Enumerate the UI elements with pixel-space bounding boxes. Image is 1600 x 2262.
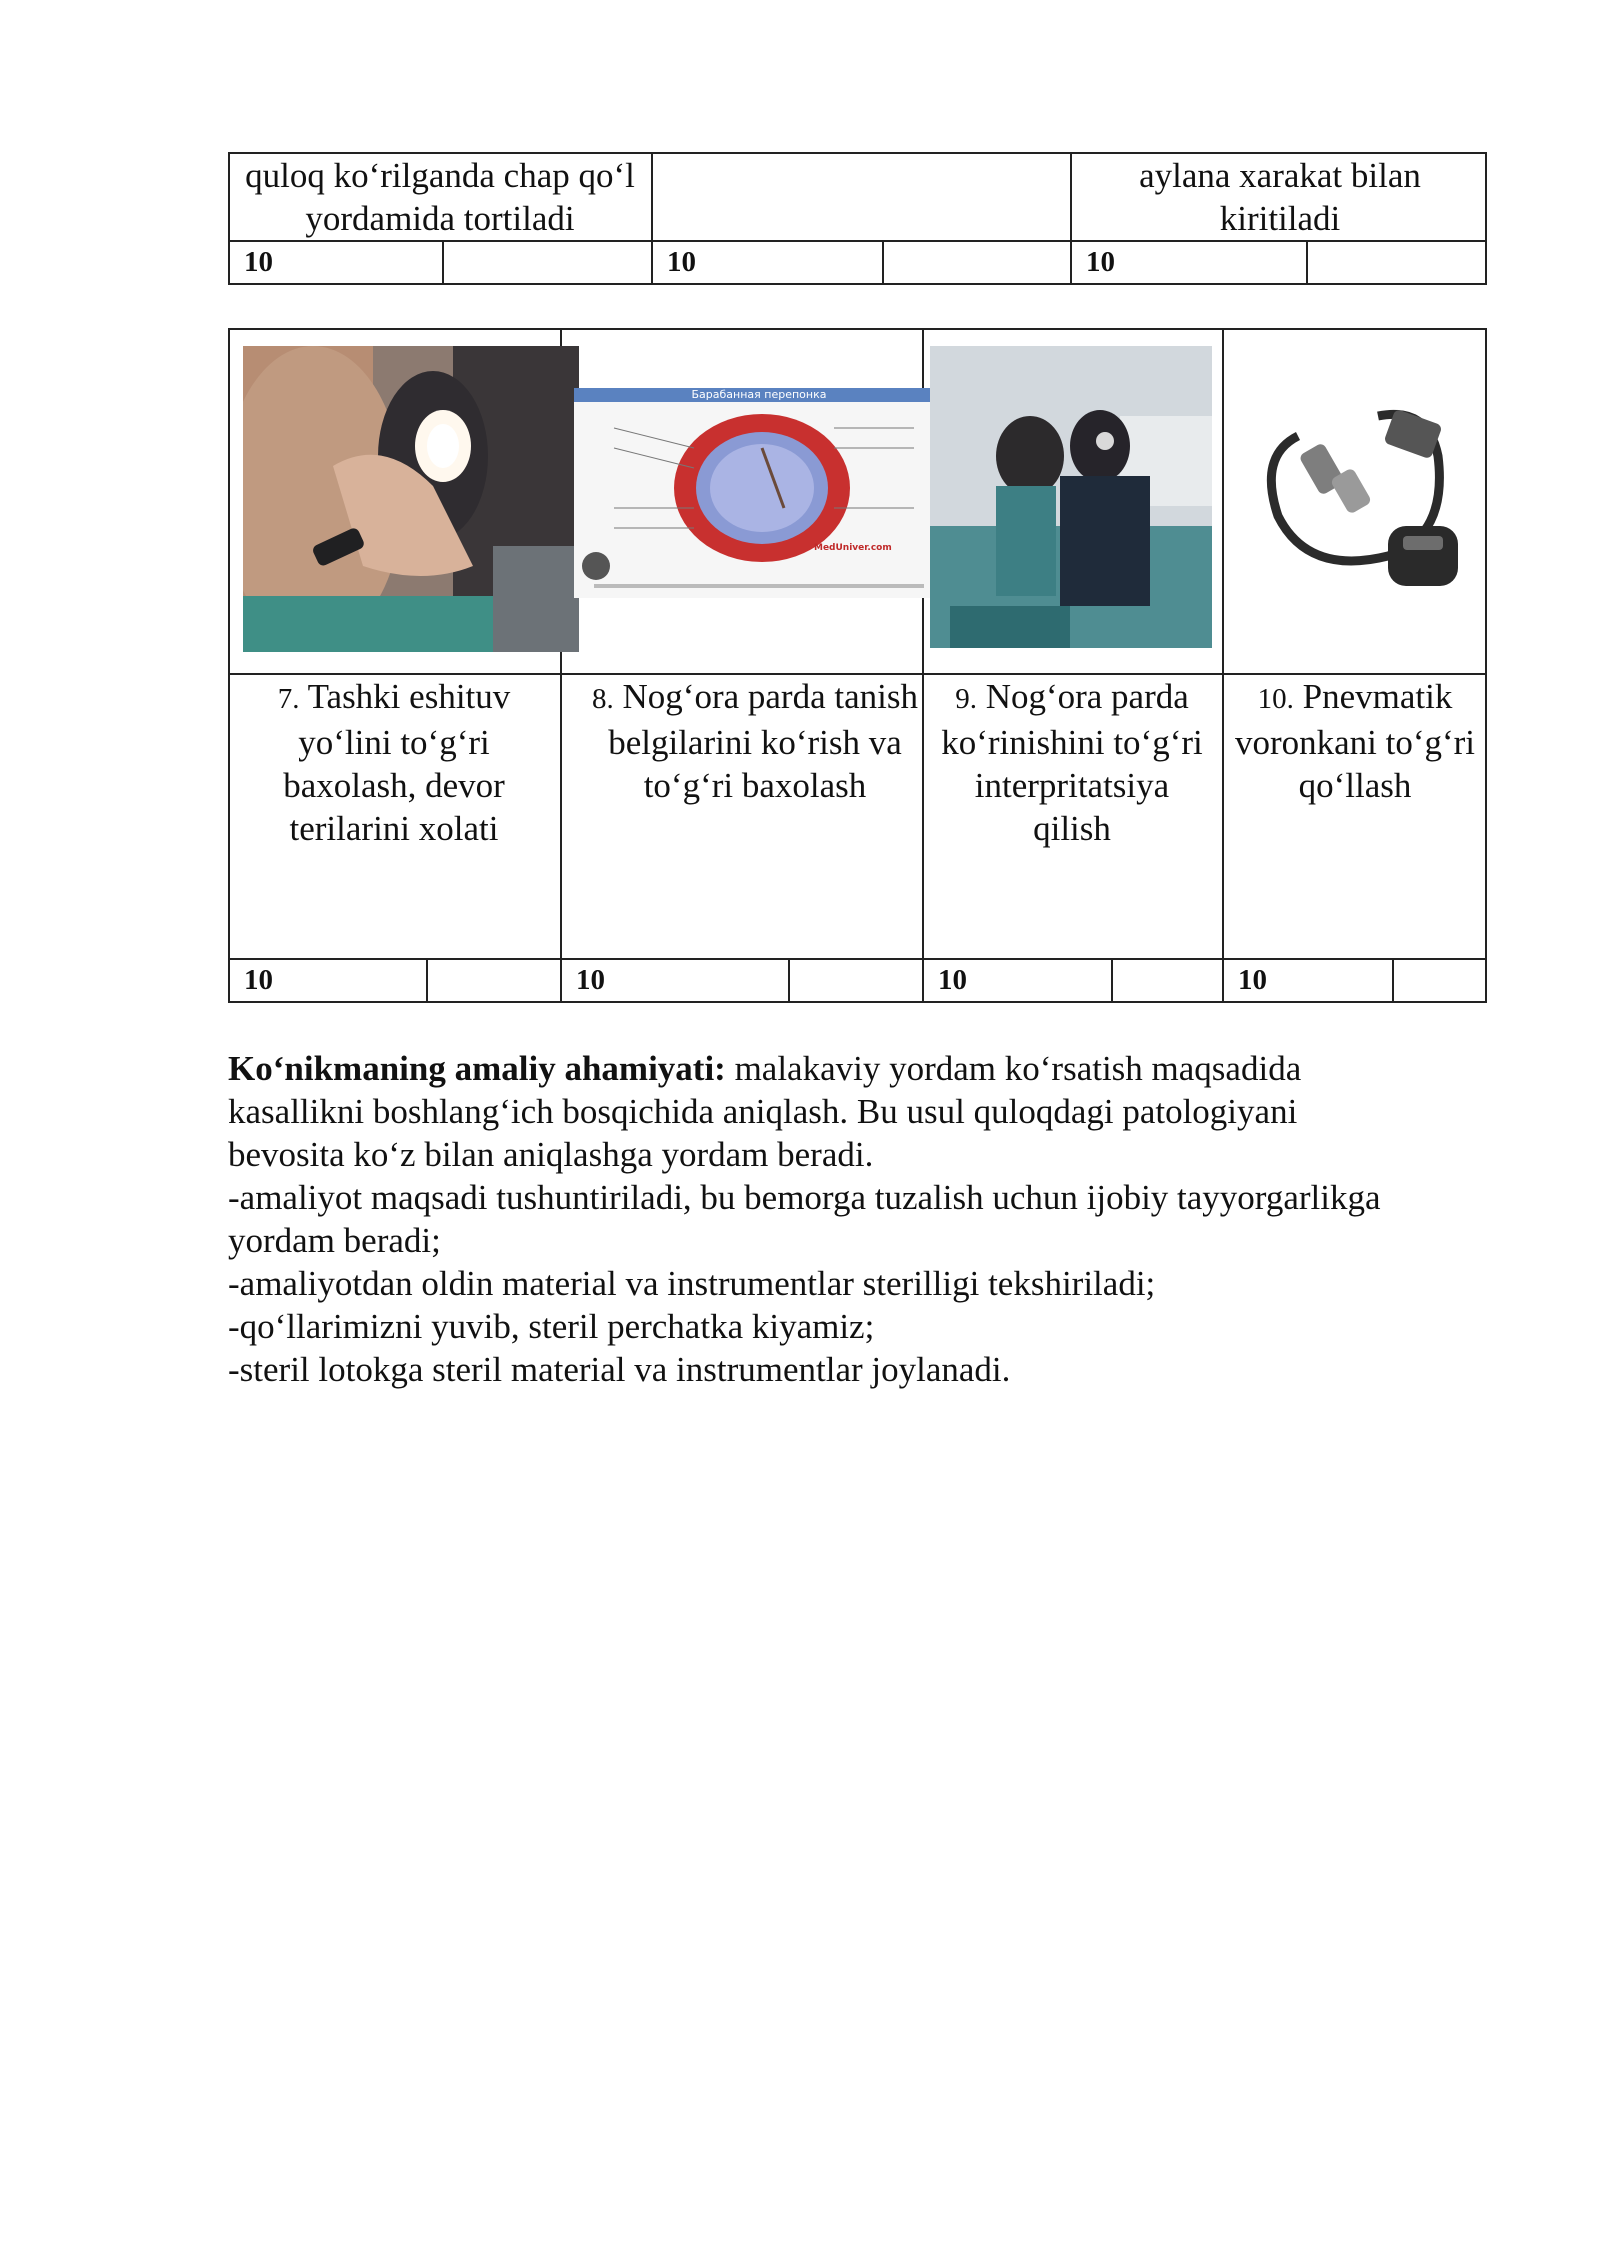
ear-exam-photo <box>243 346 579 652</box>
item-number: 9. <box>955 683 977 715</box>
diagram-title: Барабанная перепонка <box>691 388 827 401</box>
item-number: 8. <box>592 683 614 715</box>
paragraph-text: malakaviy yordam ko‘rsatish maqsadida <box>734 1049 1302 1088</box>
tympanic-membrane-diagram <box>574 388 944 598</box>
pneumatic-otoscope-photo <box>1238 376 1474 616</box>
item-number: 10. <box>1257 683 1294 715</box>
score-value: 10 <box>1086 246 1115 278</box>
score-value: 10 <box>667 246 696 278</box>
score-value: 10 <box>576 964 605 996</box>
score-value: 10 <box>1238 964 1267 996</box>
table-cell-text: aylana xarakat bilan kiritiladi <box>1139 156 1421 238</box>
score-value: 10 <box>938 964 967 996</box>
paragraph-line: kasallikni boshlang‘ich bosqichida aniqlash. Bu usul quloqdagi patologiyani <box>228 1092 1298 1131</box>
item-text: Nog‘ora parda tanish belgilarini ko‘rish va to‘g‘ri baxolash <box>608 677 918 805</box>
paragraph-line <box>228 1047 1478 1090</box>
caption-item-7 <box>240 675 548 850</box>
list-item: -amaliyotdan oldin material va instrumentlar sterilligi tekshiriladi; <box>228 1264 1156 1303</box>
clinic-exam-photo <box>930 346 1212 648</box>
list-item: -amaliyot maqsadi tushuntiriladi, bu bemorga tuzalish uchun ijobiy tayyorgarlikga <box>228 1178 1381 1217</box>
score-value: 10 <box>244 246 273 278</box>
paragraph-line: yordam beradi; <box>228 1221 441 1260</box>
list-item: -qo‘llarimizni yuvib, steril perchatka kiyamiz; <box>228 1307 875 1346</box>
caption-item-8 <box>570 675 940 807</box>
caption-item-9 <box>932 675 1212 850</box>
item-text: Pnevmatik voronkani to‘g‘ri qo‘llash <box>1234 677 1476 805</box>
table-cell-text: quloq ko‘rilganda chap qo‘l yordamida tortiladi <box>245 156 635 238</box>
section-heading: Ko‘nikmaning amaliy ahamiyati: <box>228 1049 726 1088</box>
item-text: Nog‘ora parda ko‘rinishini to‘g‘ri interpritatsiya qilish <box>941 677 1203 848</box>
diagram-logo: MedUniver.com <box>814 543 892 553</box>
paragraph-line: bevosita ko‘z bilan aniqlashga yordam beradi. <box>228 1135 874 1174</box>
score-value: 10 <box>244 964 273 996</box>
item-number: 7. <box>277 683 300 715</box>
list-item: -steril lotokga steril material va instrumentlar joylanadi. <box>228 1350 1011 1389</box>
caption-item-10 <box>1232 675 1478 807</box>
item-text: Tashki eshituv yo‘lini to‘g‘ri baxolash, devor terilarini xolati <box>283 677 511 848</box>
